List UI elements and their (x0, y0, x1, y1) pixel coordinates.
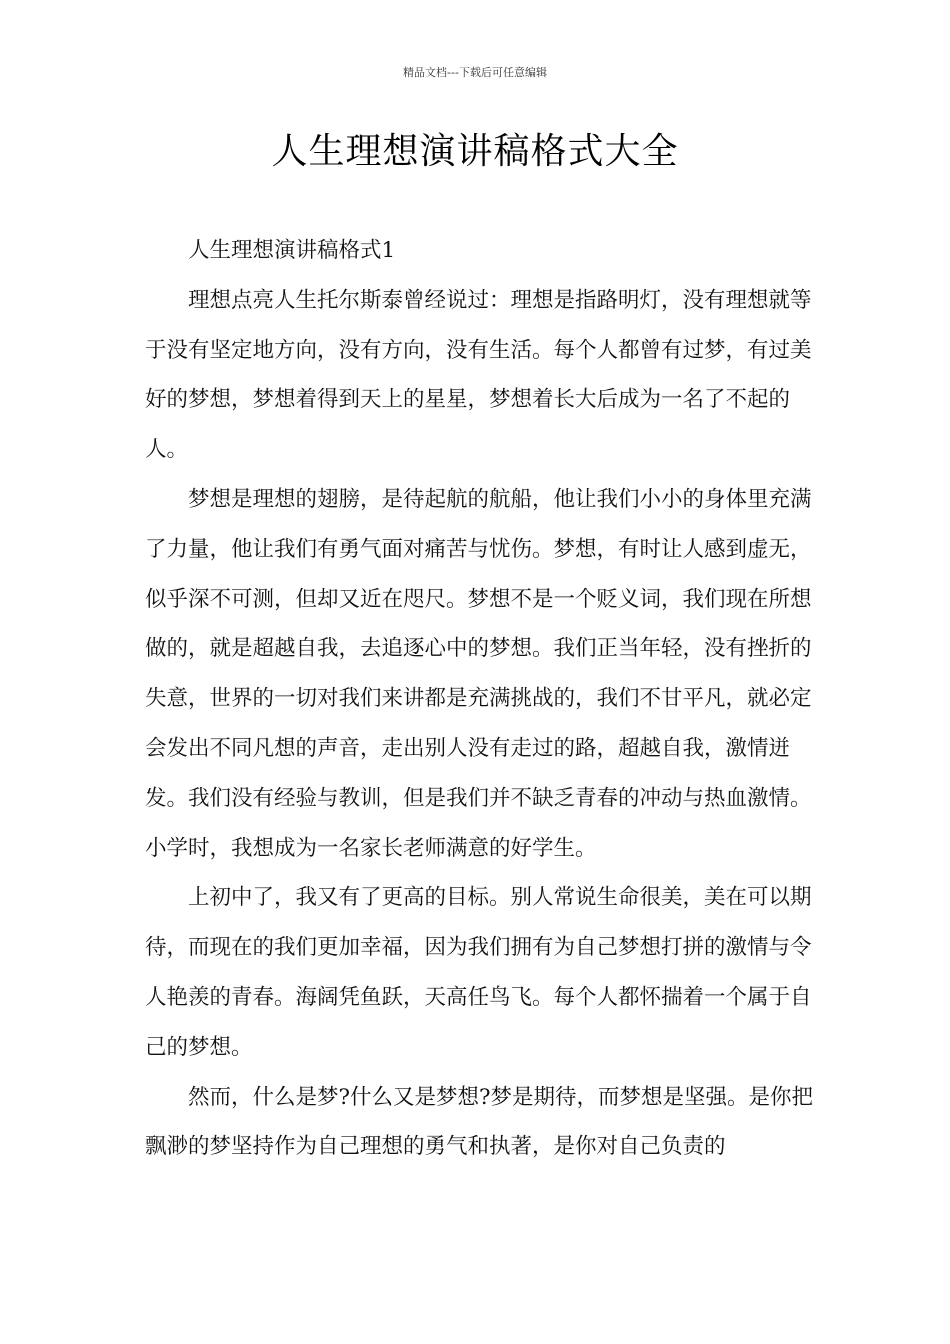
paragraph-1: 理想点亮人生托尔斯泰曾经说过：理想是指路明灯，没有理想就等于没有坚定地方向，没有方向，没有生活。每个人都曾有过梦，有过美好的梦想，梦想着得到天上的星星，梦想着长大后成为一名了不起的人。 (145, 287, 812, 463)
paragraph-2: 梦想是理想的翅膀，是待起航的航船，他让我们小小的身体里充满了力量，他让我们有勇气面对痛苦与忧伤。梦想，有时让人感到虚无，似乎深不可测，但却又近在咫尺。梦想不是一个贬义词，我们现在所想做的，就是超越自我，去追逐心中的梦想。我们正当年轻，没有挫折的失意，世界的一切对我们来讲都是充满挑战的，我们不甘平凡，就必定会发出不同凡想的声音，走出别人没有走过的路，超越自我，激情迸发。我们没有经验与教训，但是我们并不缺乏青春的冲动与热血激情。小学时，我想成为一名家长老师满意的好学生。 (145, 486, 812, 861)
paragraph-3: 上初中了，我又有了更高的目标。别人常说生命很美，美在可以期待，而现在的我们更加幸福，因为我们拥有为自己梦想打拼的激情与令人艳羡的青春。海阔凭鱼跃，天高任鸟飞。每个人都怀揣着一个属于自己的梦想。 (145, 885, 812, 1060)
header-note: 精品文档---下载后可任意编辑 (403, 66, 547, 79)
paragraph-4: 然而，什么是梦?什么又是梦想?梦是期待，而梦想是坚强。是你把飘渺的梦坚持作为自己理想的勇气和执著，是你对自己负责的 (145, 1084, 814, 1160)
section-heading: 人生理想演讲稿格式1 (188, 238, 396, 263)
document-body (145, 226, 815, 1172)
document-title: 人生理想演讲稿格式大全 (271, 131, 679, 172)
